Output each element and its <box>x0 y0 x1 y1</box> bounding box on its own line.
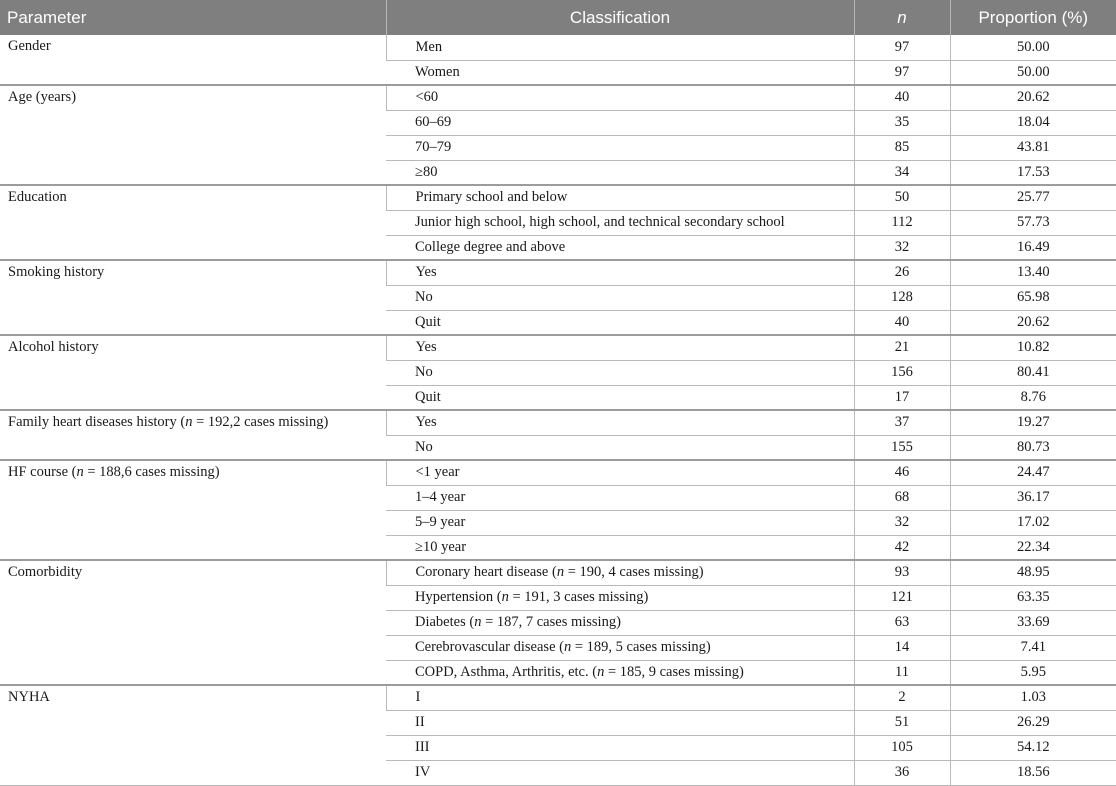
n-cell: 26 <box>854 260 950 285</box>
classification-cell: II <box>386 710 854 735</box>
parameter-text: = 188,6 cases missing) <box>83 464 220 480</box>
proportion-cell: 18.04 <box>950 110 1116 135</box>
proportion-cell: 80.73 <box>950 435 1116 460</box>
parameter-cell: Comorbidity <box>0 560 386 685</box>
classification-cell: No <box>386 360 854 385</box>
classification-cell <box>386 660 854 685</box>
n-cell: 63 <box>854 610 950 635</box>
proportion-cell: 33.69 <box>950 610 1116 635</box>
proportion-cell: 36.17 <box>950 485 1116 510</box>
proportion-cell: 17.53 <box>950 160 1116 185</box>
table-row <box>0 410 1116 435</box>
proportion-cell: 50.00 <box>950 60 1116 85</box>
classification-text: COPD, Asthma, Arthritis, etc. ( <box>415 663 598 680</box>
proportion-cell: 18.56 <box>950 760 1116 785</box>
table-row <box>0 85 1116 110</box>
proportion-cell: 65.98 <box>950 285 1116 310</box>
classification-cell: I <box>386 685 854 710</box>
classification-n-symbol: n <box>563 639 572 655</box>
n-cell: 40 <box>854 310 950 335</box>
header-parameter: Parameter <box>0 0 386 35</box>
proportion-cell: 1.03 <box>950 685 1116 710</box>
classification-cell: IV <box>386 760 854 785</box>
classification-text: = 191, 3 cases missing) <box>508 589 649 605</box>
classification-cell: Yes <box>386 410 854 435</box>
parameter-text: = 192,2 cases missing) <box>192 414 329 430</box>
proportion-cell: 43.81 <box>950 135 1116 160</box>
classification-cell: Women <box>386 60 854 85</box>
n-cell: 93 <box>854 560 950 585</box>
classification-cell: ≥80 <box>386 160 854 185</box>
parameter-n-symbol: n <box>185 414 193 430</box>
n-cell: 11 <box>854 660 950 685</box>
n-cell: 42 <box>854 535 950 560</box>
n-cell: 2 <box>854 685 950 710</box>
proportion-cell: 20.62 <box>950 310 1116 335</box>
proportion-cell: 48.95 <box>950 560 1116 585</box>
proportion-cell: 13.40 <box>950 260 1116 285</box>
n-cell: 40 <box>854 85 950 110</box>
table-row <box>0 460 1116 485</box>
classification-cell <box>386 610 854 635</box>
table-row <box>0 335 1116 360</box>
classification-cell: <1 year <box>386 460 854 485</box>
classification-cell: 5–9 year <box>386 510 854 535</box>
parameter-cell <box>0 460 386 560</box>
parameter-cell: Smoking history <box>0 260 386 335</box>
n-cell: 51 <box>854 710 950 735</box>
parameter-text: Family heart diseases history ( <box>8 414 186 430</box>
classification-text: = 185, 9 cases missing) <box>604 663 744 680</box>
table-row <box>0 185 1116 210</box>
classification-cell: Junior high school, high school, and technical secondary school <box>386 210 854 235</box>
proportion-cell: 16.49 <box>950 235 1116 260</box>
classification-cell: <60 <box>386 85 854 110</box>
n-cell: 97 <box>854 60 950 85</box>
n-cell: 14 <box>854 635 950 660</box>
proportion-cell: 5.95 <box>950 660 1116 685</box>
proportion-cell: 22.34 <box>950 535 1116 560</box>
n-cell: 17 <box>854 385 950 410</box>
classification-cell: III <box>386 735 854 760</box>
n-cell: 35 <box>854 110 950 135</box>
classification-cell: Quit <box>386 310 854 335</box>
n-cell: 68 <box>854 485 950 510</box>
n-cell: 50 <box>854 185 950 210</box>
proportion-cell: 7.41 <box>950 635 1116 660</box>
n-cell: 34 <box>854 160 950 185</box>
classification-text: Coronary heart disease ( <box>415 564 557 581</box>
header-classification: Classification <box>386 0 854 35</box>
classification-cell: Quit <box>386 385 854 410</box>
parameter-cell: Alcohol history <box>0 335 386 410</box>
table-header <box>0 0 1116 35</box>
classification-text: = 187, 7 cases missing) <box>481 614 621 630</box>
n-cell: 156 <box>854 360 950 385</box>
n-cell: 97 <box>854 35 950 60</box>
proportion-cell: 57.73 <box>950 210 1116 235</box>
proportion-cell: 10.82 <box>950 335 1116 360</box>
proportion-cell: 8.76 <box>950 385 1116 410</box>
table-body <box>0 35 1116 785</box>
proportion-cell: 25.77 <box>950 185 1116 210</box>
proportion-cell: 50.00 <box>950 35 1116 60</box>
classification-cell <box>386 560 854 585</box>
classification-cell: Yes <box>386 335 854 360</box>
classification-text: Diabetes ( <box>415 614 475 630</box>
classification-n-symbol: n <box>501 589 509 605</box>
classification-n-symbol: n <box>556 564 565 581</box>
header-proportion: Proportion (%) <box>950 0 1116 35</box>
classification-cell: 60–69 <box>386 110 854 135</box>
table-row <box>0 560 1116 585</box>
parameter-cell: Education <box>0 185 386 260</box>
classification-cell: Primary school and below <box>386 185 854 210</box>
n-cell: 121 <box>854 585 950 610</box>
table-row <box>0 685 1116 710</box>
n-cell: 37 <box>854 410 950 435</box>
classification-cell: Men <box>386 35 854 60</box>
parameter-n-symbol: n <box>76 464 84 480</box>
table-row <box>0 260 1116 285</box>
parameter-cell <box>0 410 386 460</box>
classification-cell <box>386 585 854 610</box>
proportion-cell: 19.27 <box>950 410 1116 435</box>
classification-text: Hypertension ( <box>415 589 502 605</box>
classification-cell: College degree and above <box>386 235 854 260</box>
n-cell: 155 <box>854 435 950 460</box>
proportion-cell: 54.12 <box>950 735 1116 760</box>
proportion-cell: 24.47 <box>950 460 1116 485</box>
n-cell: 128 <box>854 285 950 310</box>
n-cell: 32 <box>854 235 950 260</box>
n-cell: 85 <box>854 135 950 160</box>
n-cell: 32 <box>854 510 950 535</box>
n-cell: 46 <box>854 460 950 485</box>
proportion-cell: 63.35 <box>950 585 1116 610</box>
proportion-cell: 80.41 <box>950 360 1116 385</box>
parameter-text: HF course ( <box>8 464 77 480</box>
classification-cell: 70–79 <box>386 135 854 160</box>
parameter-cell: Age (years) <box>0 85 386 185</box>
proportion-cell: 26.29 <box>950 710 1116 735</box>
parameter-cell: Gender <box>0 35 386 85</box>
classification-cell: Yes <box>386 260 854 285</box>
classification-cell: ≥10 year <box>386 535 854 560</box>
classification-n-symbol: n <box>597 663 605 680</box>
classification-cell <box>386 635 854 660</box>
classification-text: = 190, 4 cases missing) <box>564 564 704 581</box>
n-cell: 105 <box>854 735 950 760</box>
proportion-cell: 17.02 <box>950 510 1116 535</box>
classification-cell: No <box>386 435 854 460</box>
classification-cell: No <box>386 285 854 310</box>
classification-n-symbol: n <box>474 614 482 630</box>
header-n: n <box>854 0 950 35</box>
n-cell: 21 <box>854 335 950 360</box>
n-cell: 112 <box>854 210 950 235</box>
classification-cell: 1–4 year <box>386 485 854 510</box>
classification-text: Cerebrovascular disease ( <box>415 639 564 655</box>
table-row <box>0 35 1116 60</box>
classification-text: = 189, 5 cases missing) <box>571 639 711 655</box>
parameter-cell: NYHA <box>0 685 386 785</box>
n-cell: 36 <box>854 760 950 785</box>
proportion-cell: 20.62 <box>950 85 1116 110</box>
